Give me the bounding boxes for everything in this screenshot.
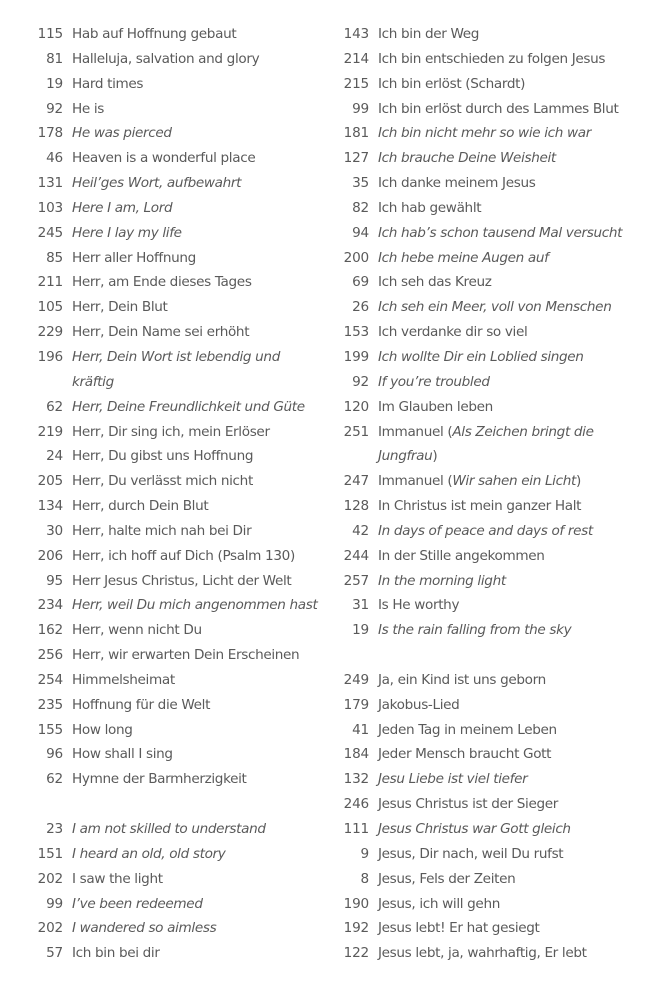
song-number: 202 <box>37 870 63 887</box>
song-title: Herr, halte mich nah bei Dir <box>72 522 252 539</box>
index-entry <box>30 171 330 196</box>
song-title: In Christus ist mein ganzer Halt <box>378 498 582 515</box>
song-number: 120 <box>343 398 369 415</box>
song-title: Herr, wenn nicht Du <box>72 622 202 639</box>
index-entry <box>30 718 330 743</box>
song-title: Im Glauben leben <box>378 398 493 415</box>
song-index-left-column <box>30 22 330 966</box>
song-title: Ich brauche Deine Weisheit <box>378 150 556 167</box>
song-number: 127 <box>343 150 369 167</box>
song-number: 151 <box>37 845 63 862</box>
song-number: 131 <box>37 175 63 192</box>
index-entry <box>336 146 646 171</box>
song-number: 26 <box>352 299 369 316</box>
song-title: Jesus, Fels der Zeiten <box>378 870 516 887</box>
index-entry <box>30 668 330 693</box>
index-entry <box>30 444 330 469</box>
song-number: 134 <box>37 498 63 515</box>
index-entry <box>30 618 330 643</box>
index-entry <box>30 295 330 320</box>
song-number: 184 <box>343 746 369 763</box>
index-entry <box>336 320 646 345</box>
song-number: 249 <box>343 671 369 688</box>
index-entry <box>336 767 646 792</box>
song-title: Ich seh ein Meer, voll von Menschen <box>378 299 612 316</box>
index-entry <box>30 72 330 97</box>
index-entry <box>336 544 646 569</box>
index-entry <box>336 916 646 941</box>
song-title: Hymne der Barmherzigkeit <box>72 771 247 788</box>
song-number: 46 <box>46 150 63 167</box>
song-number: 8 <box>360 870 369 887</box>
song-number: 9 <box>360 845 369 862</box>
index-entry <box>336 171 646 196</box>
index-entry <box>336 817 646 842</box>
song-title: In der Stille angekommen <box>378 547 545 564</box>
song-title: Ich bin bei dir <box>72 945 160 962</box>
index-entry <box>336 121 646 146</box>
song-title: Herr aller Hoffnung <box>72 249 196 266</box>
song-number: 111 <box>343 821 369 837</box>
song-title: Ich bin der Weg <box>378 26 480 42</box>
song-number: 219 <box>37 423 63 440</box>
song-number: 162 <box>37 622 63 639</box>
index-entry <box>336 246 646 271</box>
song-title: Ich hab’s schon tausend Mal versucht <box>378 224 623 241</box>
song-title-italic-part: Wir sahen ein Licht <box>452 473 576 490</box>
song-number: 31 <box>352 597 369 614</box>
song-title: Herr, Du verlässt mich nicht <box>72 473 253 490</box>
index-entry <box>30 941 330 966</box>
index-entry <box>30 345 330 370</box>
index-entry <box>30 892 330 917</box>
index-entry <box>30 221 330 246</box>
index-entry <box>336 97 646 122</box>
song-title: Herr, Dein Blut <box>72 299 168 316</box>
song-number: 95 <box>46 572 63 589</box>
index-entry <box>30 196 330 221</box>
index-entry <box>30 742 330 767</box>
song-title: Hab auf Hoffnung gebaut <box>72 26 237 42</box>
song-title: How shall I sing <box>72 746 173 763</box>
index-entry <box>30 817 330 842</box>
index-entry <box>336 72 646 97</box>
song-title: I’ve been redeemed <box>72 895 203 912</box>
song-title: Herr, ich hoff auf Dich (Psalm 130) <box>72 547 295 564</box>
song-title: Ich bin entschieden zu folgen Jesus <box>378 50 606 67</box>
song-title: Jesu Liebe ist viel tiefer <box>378 771 528 788</box>
index-entry <box>30 494 330 519</box>
song-title: Jesus Christus ist der Sieger <box>378 796 558 813</box>
index-entry <box>30 519 330 544</box>
song-number: 42 <box>352 522 369 539</box>
song-title-italic-part: Als Zeichen bringt die <box>452 423 594 440</box>
song-title: Jesus, ich will gehn <box>378 895 500 912</box>
song-title: Hard times <box>72 75 144 92</box>
song-title: Herr, am Ende dieses Tages <box>72 274 252 291</box>
song-title: Jesus lebt, ja, wahrhaftig, Er lebt <box>378 945 587 962</box>
song-title-plain: Immanuel ( <box>378 423 453 440</box>
index-entry <box>336 420 646 445</box>
song-title: Herr, durch Dein Blut <box>72 498 209 515</box>
song-title: Herr, weil Du mich angenommen hast <box>72 597 318 614</box>
index-entry <box>336 221 646 246</box>
song-title: I heard an old, old story <box>72 845 226 862</box>
song-title: If you’re troubled <box>378 373 490 390</box>
song-number: 196 <box>37 348 63 365</box>
song-number: 35 <box>352 175 369 192</box>
index-entry <box>30 395 330 420</box>
song-title: Jesus Christus war Gott gleich <box>378 821 571 837</box>
song-title <box>378 420 594 445</box>
song-title: How long <box>72 721 133 738</box>
song-title: He was pierced <box>72 125 172 142</box>
song-title: Ich seh das Kreuz <box>378 274 492 291</box>
index-entry-continuation <box>336 444 646 469</box>
index-entry <box>336 941 646 966</box>
song-number: 23 <box>46 821 63 837</box>
index-entry <box>336 196 646 221</box>
index-entry <box>336 22 646 47</box>
index-entry <box>336 742 646 767</box>
index-entry <box>336 718 646 743</box>
song-number: 19 <box>46 75 63 92</box>
index-entry <box>30 544 330 569</box>
index-entry <box>30 246 330 271</box>
song-title-suffix: ) <box>575 473 581 490</box>
index-entry <box>30 22 330 47</box>
letter-section-gap <box>336 643 646 668</box>
song-title: Is He worthy <box>378 597 460 614</box>
index-entry <box>30 469 330 494</box>
index-entry <box>336 668 646 693</box>
song-number: 254 <box>37 671 63 688</box>
song-title: Ich hab gewählt <box>378 199 482 216</box>
index-entry <box>336 693 646 718</box>
index-entry <box>336 792 646 817</box>
song-title: Ich danke meinem Jesus <box>378 175 536 192</box>
song-title: I am not skilled to understand <box>72 821 266 837</box>
song-number: 202 <box>37 920 63 937</box>
index-entry <box>30 842 330 867</box>
song-number: 153 <box>343 324 369 341</box>
song-number: 99 <box>46 895 63 912</box>
song-number: 92 <box>352 373 369 390</box>
song-number: 245 <box>37 224 63 241</box>
index-entry-continuation <box>30 370 330 395</box>
song-number: 179 <box>343 696 369 713</box>
index-entry <box>336 892 646 917</box>
song-title: Ich bin erlöst durch des Lammes Blut <box>378 100 619 117</box>
song-number: 199 <box>343 348 369 365</box>
index-entry <box>336 842 646 867</box>
song-number: 99 <box>352 100 369 117</box>
song-number: 229 <box>37 324 63 341</box>
song-number: 85 <box>46 249 63 266</box>
index-entry <box>30 643 330 668</box>
song-title: Here I lay my life <box>72 224 182 241</box>
song-title-suffix: ) <box>432 448 438 465</box>
song-title: Herr, Dein Name sei erhöht <box>72 324 250 341</box>
index-entry <box>30 867 330 892</box>
song-title: Halleluja, salvation and glory <box>72 50 260 67</box>
song-number: 192 <box>343 920 369 937</box>
song-number: 234 <box>37 597 63 614</box>
song-title: Herr, Dir sing ich, mein Erlöser <box>72 423 270 440</box>
index-entry <box>336 469 646 494</box>
song-title: Jesus, Dir nach, weil Du rufst <box>378 845 564 862</box>
index-entry <box>30 420 330 445</box>
song-title-plain: Immanuel ( <box>378 473 453 490</box>
song-number: 247 <box>343 473 369 490</box>
index-entry <box>336 270 646 295</box>
song-number: 92 <box>46 100 63 117</box>
song-number: 143 <box>343 26 369 42</box>
index-entry <box>30 569 330 594</box>
song-title <box>378 444 437 469</box>
song-title: Ich bin nicht mehr so wie ich war <box>378 125 591 142</box>
song-number: 24 <box>46 448 63 465</box>
index-entry <box>30 270 330 295</box>
song-number: 256 <box>37 647 63 664</box>
song-number: 69 <box>352 274 369 291</box>
index-entry <box>336 370 646 395</box>
song-number: 81 <box>46 50 63 67</box>
song-number: 122 <box>343 945 369 962</box>
song-title: Jakobus-Lied <box>378 696 460 713</box>
song-number: 105 <box>37 299 63 316</box>
song-number: 178 <box>37 125 63 142</box>
song-title: Hoffnung für die Welt <box>72 696 211 713</box>
song-number: 62 <box>46 398 63 415</box>
song-title: Herr, wir erwarten Dein Erscheinen <box>72 647 300 664</box>
song-index-right-column <box>336 22 646 966</box>
song-title-italic-part: Jungfrau <box>378 448 433 465</box>
song-number: 235 <box>37 696 63 713</box>
song-number: 244 <box>343 547 369 564</box>
index-entry <box>336 295 646 320</box>
song-number: 206 <box>37 547 63 564</box>
index-entry <box>30 693 330 718</box>
song-number: 211 <box>37 274 63 291</box>
song-number: 103 <box>37 199 63 216</box>
index-entry <box>30 97 330 122</box>
song-number: 94 <box>352 224 369 241</box>
song-number: 115 <box>37 26 63 42</box>
song-number: 132 <box>343 771 369 788</box>
index-entry <box>30 767 330 792</box>
song-number: 251 <box>343 423 369 440</box>
index-entry <box>30 146 330 171</box>
index-entry <box>336 569 646 594</box>
index-entry <box>30 320 330 345</box>
song-title: He is <box>72 100 105 117</box>
song-title: Himmelsheimat <box>72 671 175 688</box>
song-title: Herr, Dein Wort ist lebendig und <box>72 348 280 365</box>
song-number: 214 <box>343 50 369 67</box>
song-title: Herr Jesus Christus, Licht der Welt <box>72 572 292 589</box>
song-title: Herr, Du gibst uns Hoffnung <box>72 448 254 465</box>
index-entry <box>336 593 646 618</box>
index-entry <box>30 47 330 72</box>
song-number: 190 <box>343 895 369 912</box>
song-title: Ich wollte Dir ein Loblied singen <box>378 348 584 365</box>
song-number: 19 <box>352 622 369 639</box>
song-title <box>378 469 581 494</box>
song-title: Is the rain falling from the sky <box>378 622 572 639</box>
index-entry <box>30 121 330 146</box>
song-number: 30 <box>46 522 63 539</box>
song-number: 62 <box>46 771 63 788</box>
song-title: Jeden Tag in meinem Leben <box>378 721 557 738</box>
song-number: 246 <box>343 796 369 813</box>
index-entry <box>336 867 646 892</box>
letter-section-gap <box>30 792 330 817</box>
song-number: 215 <box>343 75 369 92</box>
index-entry <box>336 345 646 370</box>
song-number: 128 <box>343 498 369 515</box>
index-entry <box>336 47 646 72</box>
song-number: 155 <box>37 721 63 738</box>
song-title: In days of peace and days of rest <box>378 522 593 539</box>
index-entry <box>336 618 646 643</box>
index-entry <box>336 519 646 544</box>
song-title: In the morning light <box>378 572 506 589</box>
song-number: 257 <box>343 572 369 589</box>
song-title: Here I am, Lord <box>72 199 173 216</box>
song-title: Herr, Deine Freundlichkeit und Güte <box>72 398 305 415</box>
song-title: Ja, ein Kind ist uns geborn <box>378 671 546 688</box>
song-title: Heil’ges Wort, aufbewahrt <box>72 175 242 192</box>
song-number: 181 <box>343 125 369 142</box>
index-entry <box>336 395 646 420</box>
index-entry <box>336 494 646 519</box>
index-entry <box>30 916 330 941</box>
song-title: I saw the light <box>72 870 163 887</box>
song-title: Ich verdanke dir so viel <box>378 324 528 341</box>
index-entry <box>30 593 330 618</box>
song-title: Jeder Mensch braucht Gott <box>378 746 552 763</box>
song-number: 205 <box>37 473 63 490</box>
song-number: 41 <box>352 721 369 738</box>
song-title: Ich bin erlöst (Schardt) <box>378 75 526 92</box>
song-number: 57 <box>46 945 63 962</box>
song-title: Ich hebe meine Augen auf <box>378 249 549 266</box>
song-number: 200 <box>343 249 369 266</box>
song-title: I wandered so aimless <box>72 920 217 937</box>
song-title: Heaven is a wonderful place <box>72 150 256 167</box>
song-number: 96 <box>46 746 63 763</box>
song-number: 82 <box>352 199 369 216</box>
song-title: kräftig <box>72 373 114 390</box>
song-title: Jesus lebt! Er hat gesiegt <box>378 920 540 937</box>
